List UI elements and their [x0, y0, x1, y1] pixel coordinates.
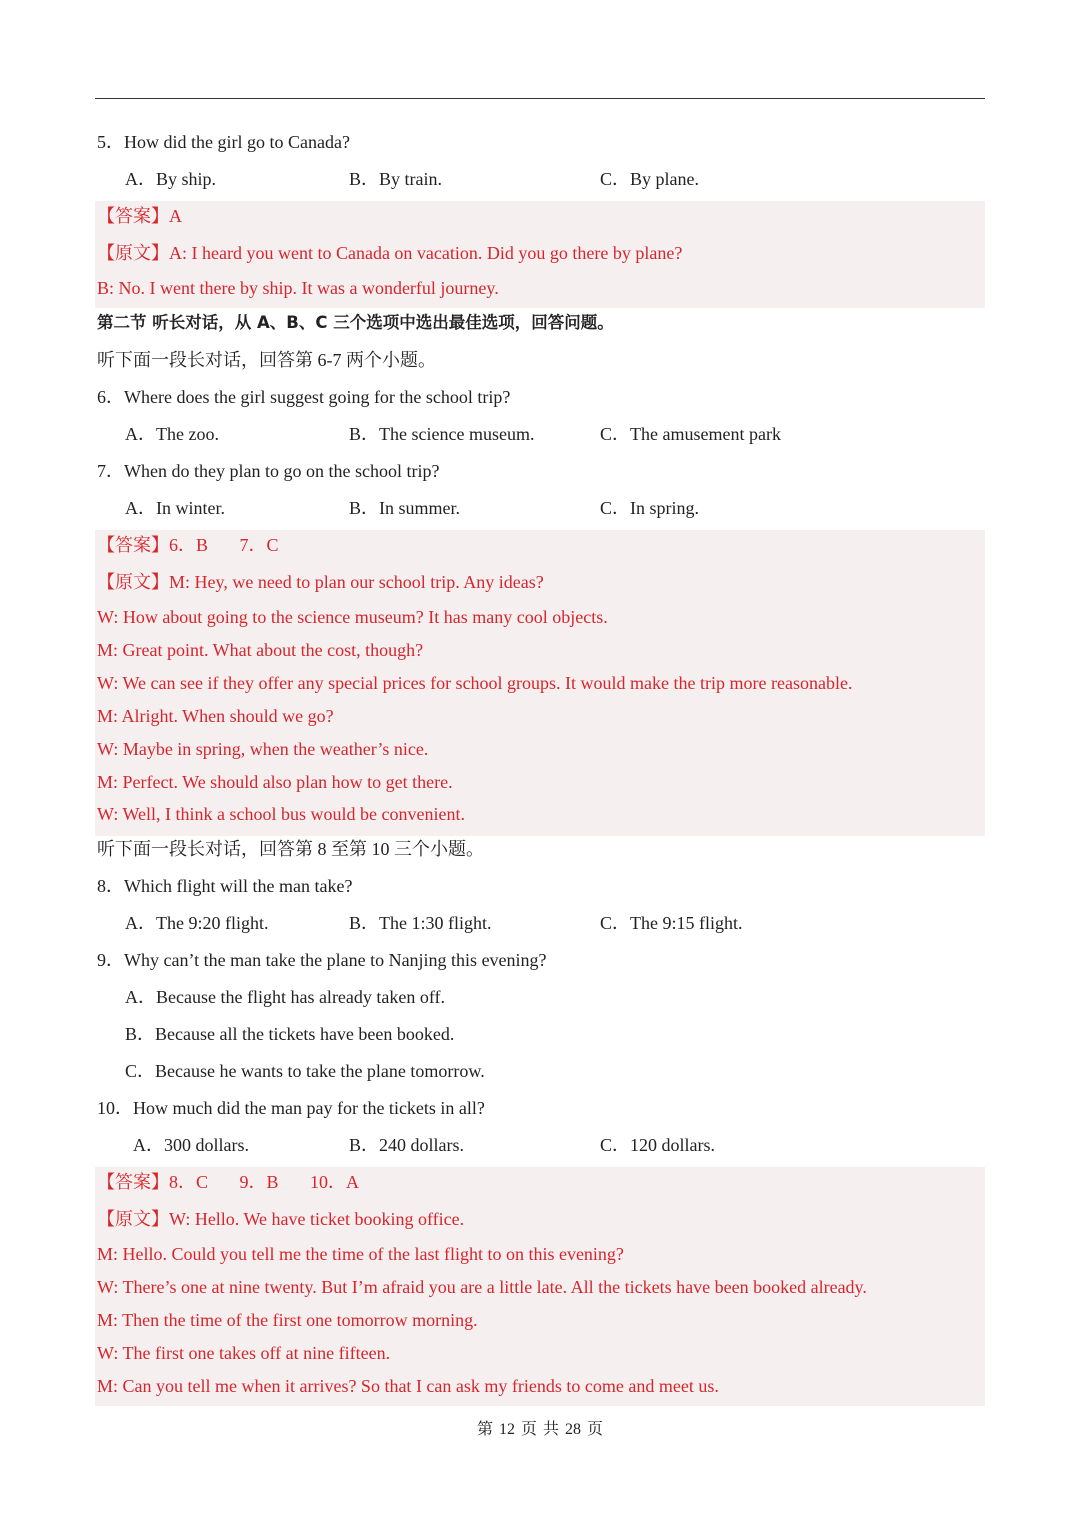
transcript-3-line: M: Then the time of the first one tomorrow morning. [97, 1310, 478, 1330]
q9-option-a: A．Because the flight has already taken off. [125, 987, 446, 1007]
q10-option-a: A．300 dollars. [133, 1135, 249, 1155]
q6-option-b: B．The science museum. [349, 424, 535, 444]
transcript-3-line: W: There’s one at nine twenty. But I’m afraid you are a little late. All the tickets have been booked already. [97, 1277, 867, 1297]
question-6: 6．Where does the girl suggest going for the school trip? [97, 387, 511, 407]
section-2-heading: 第二节 听长对话，从 A、B、C 三个选项中选出最佳选项，回答问题。 [97, 313, 614, 332]
header-rule [95, 98, 985, 99]
answer-2: 【答案】6．B 7．C [97, 535, 279, 555]
q5-option-b: B．By train. [349, 169, 442, 189]
question-5: 5．How did the girl go to Canada? [97, 132, 350, 152]
transcript-3-line: W: The first one takes off at nine fifteen. [97, 1343, 391, 1363]
question-9: 9．Why can’t the man take the plane to Nanjing this evening? [97, 950, 547, 970]
footer-gong: 共 [543, 1421, 560, 1438]
transcript-1-line-1: 【原文】A: I heard you went to Canada on vacation. Did you go there by plane? [97, 243, 683, 263]
answer-1: 【答案】A [97, 206, 182, 226]
transcript-2-line: 【原文】M: Hey, we need to plan our school trip. Any ideas? [97, 572, 544, 592]
q10-option-b: B．240 dollars. [349, 1135, 464, 1155]
transcript-3-line: 【原文】W: Hello. We have ticket booking office. [97, 1209, 465, 1229]
answer-3: 【答案】8．C 9．B 10．A [97, 1172, 360, 1192]
q6-option-a: A．The zoo. [125, 424, 219, 444]
question-8: 8．Which flight will the man take? [97, 876, 353, 896]
question-10: 10．How much did the man pay for the tickets in all? [97, 1098, 485, 1118]
transcript-3-line: M: Can you tell me when it arrives? So that I can ask my friends to come and meet us. [97, 1376, 719, 1396]
transcript-1-line-2: B: No. I went there by ship. It was a wonderful journey. [97, 278, 499, 298]
transcript-2-line: M: Alright. When should we go? [97, 706, 334, 726]
transcript-2-line: M: Perfect. We should also plan how to get there. [97, 772, 453, 792]
q7-option-a: A．In winter. [125, 498, 225, 518]
transcript-2-line: M: Great point. What about the cost, though? [97, 640, 424, 660]
page-footer [0, 1416, 1080, 1439]
intro-8-10: 听下面一段长对话，回答第 8 至第 10 三个小题。 [97, 839, 484, 859]
q8-option-c: C．The 9:15 flight. [600, 913, 743, 933]
transcript-2-line: W: How about going to the science museum? It has many cool objects. [97, 607, 608, 627]
q6-option-c: C．The amusement park [600, 424, 781, 444]
transcript-2-line: W: Maybe in spring, when the weather’s nice. [97, 739, 429, 759]
q8-option-b: B．The 1:30 flight. [349, 913, 492, 933]
footer-di: 第 [476, 1421, 493, 1438]
q10-option-c: C．120 dollars. [600, 1135, 715, 1155]
footer-ye: 页 [520, 1421, 537, 1438]
q5-option-a: A．By ship. [125, 169, 217, 189]
transcript-3-line: M: Hello. Could you tell me the time of the last flight to on this evening? [97, 1244, 624, 1264]
q9-option-b: B．Because all the tickets have been booked. [125, 1024, 455, 1044]
q5-option-c: C．By plane. [600, 169, 699, 189]
footer-total-pages: 28 [565, 1421, 582, 1438]
q7-option-c: C．In spring. [600, 498, 699, 518]
q7-option-b: B．In summer. [349, 498, 460, 518]
footer-page-number: 12 [498, 1421, 515, 1438]
footer-ye: 页 [587, 1421, 604, 1438]
intro-6-7: 听下面一段长对话，回答第 6-7 两个小题。 [97, 350, 436, 370]
transcript-2-line: W: We can see if they offer any special prices for school groups. It would make the trip more reasonable. [97, 673, 853, 693]
q9-option-c: C．Because he wants to take the plane tomorrow. [125, 1061, 485, 1081]
question-7: 7．When do they plan to go on the school trip? [97, 461, 440, 481]
transcript-2-line: W: Well, I think a school bus would be convenient. [97, 804, 465, 824]
q8-option-a: A．The 9:20 flight. [125, 913, 269, 933]
